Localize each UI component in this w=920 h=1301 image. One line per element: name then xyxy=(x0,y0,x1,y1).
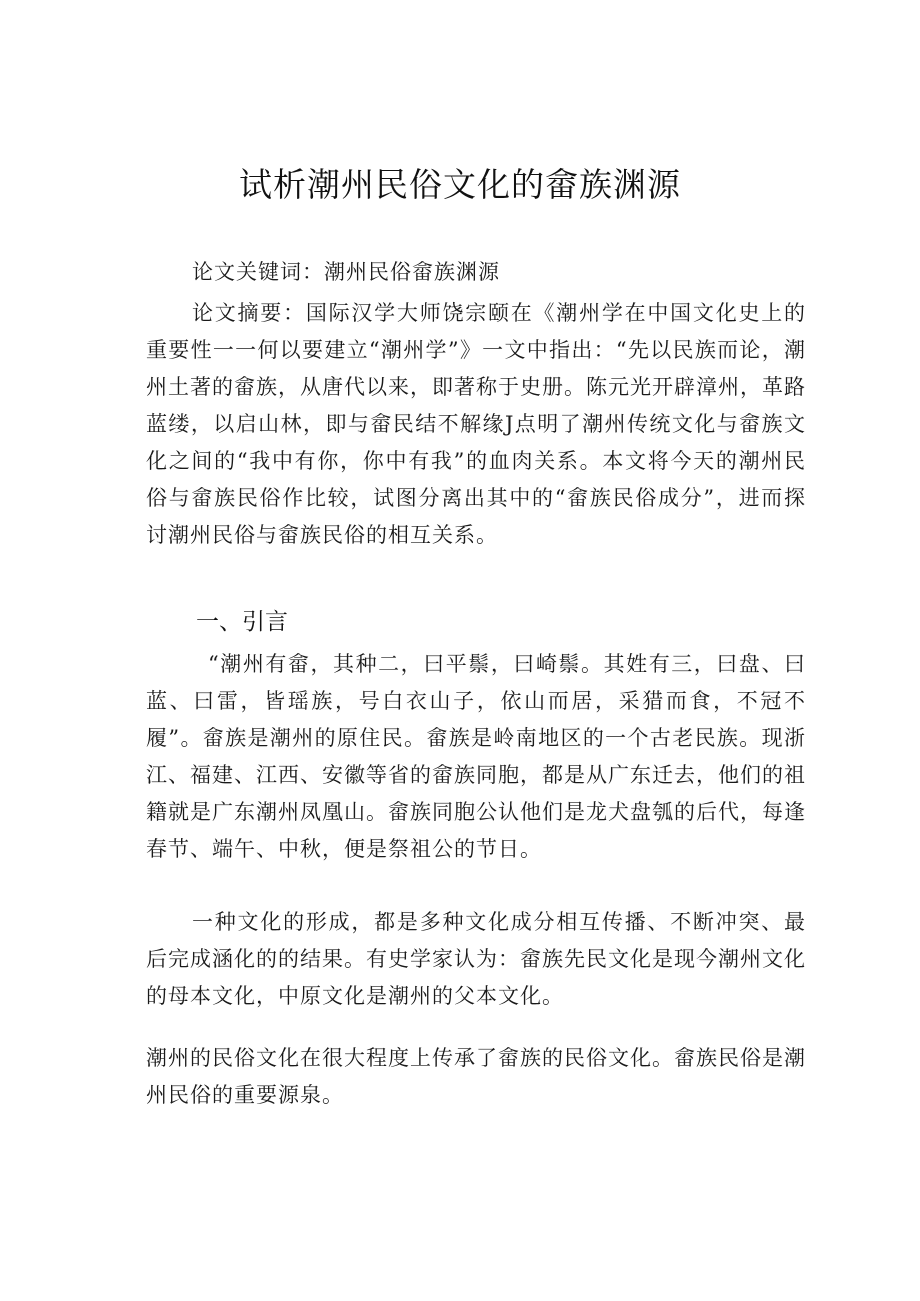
body-paragraph: “潮州有畲，其种二，曰平鬃，曰崎鬃。其姓有三，曰盘、曰蓝、曰雷，皆瑶族，号白衣山子，依山而居，采猎而食，不冠不履”。畲族是潮州的原住民。畲族是岭南地区的一个古老民族。现浙江、福建、江西、安徽等省的畲族同胞，都是从广东迁去，他们的祖籍就是广东潮州凤凰山。畲族同胞公认他们是龙犬盘瓠的后代，每逢春节、端午、中秋，便是祭祖公的节日。 xyxy=(146,652,806,861)
abstract-paragraph: 论文摘要：国际汉学大师饶宗颐在《潮州学在中国文化史上的重要性一一何以要建立“潮州学”》一文中指出：“先以民族而论，潮州土著的畲族，从唐代以来，即著称于史册。陈元光开辟漳州，革路蓝缕，以启山林，即与畲民结不解缘J点明了潮州传统文化与畲族文化之间的“我中有你，你中有我”的血肉关系。本文将今天的潮州民俗与畲族民俗作比较，试图分离出其中的“畲族民俗成分”，进而探讨潮州民俗与畲族民俗的相互关系。 xyxy=(146,301,806,547)
document-title: 试析潮州民俗文化的畲族渊源 xyxy=(239,165,681,204)
section-heading: 一、引言 xyxy=(196,609,288,635)
body-paragraph: 潮州的民俗文化在很大程度上传承了畲族的民俗文化。畲族民俗是潮州民俗的重要源泉。 xyxy=(146,1046,806,1107)
keywords-paragraph: 论文关键词：潮州民俗畲族渊源 xyxy=(192,260,500,284)
body-paragraph: 一种文化的形成，都是多种文化成分相互传播、不断冲突、最后完成涵化的的结果。有史学家认为：畲族先民文化是现今潮州文化的母本文化，中原文化是潮州的父本文化。 xyxy=(146,910,806,1008)
